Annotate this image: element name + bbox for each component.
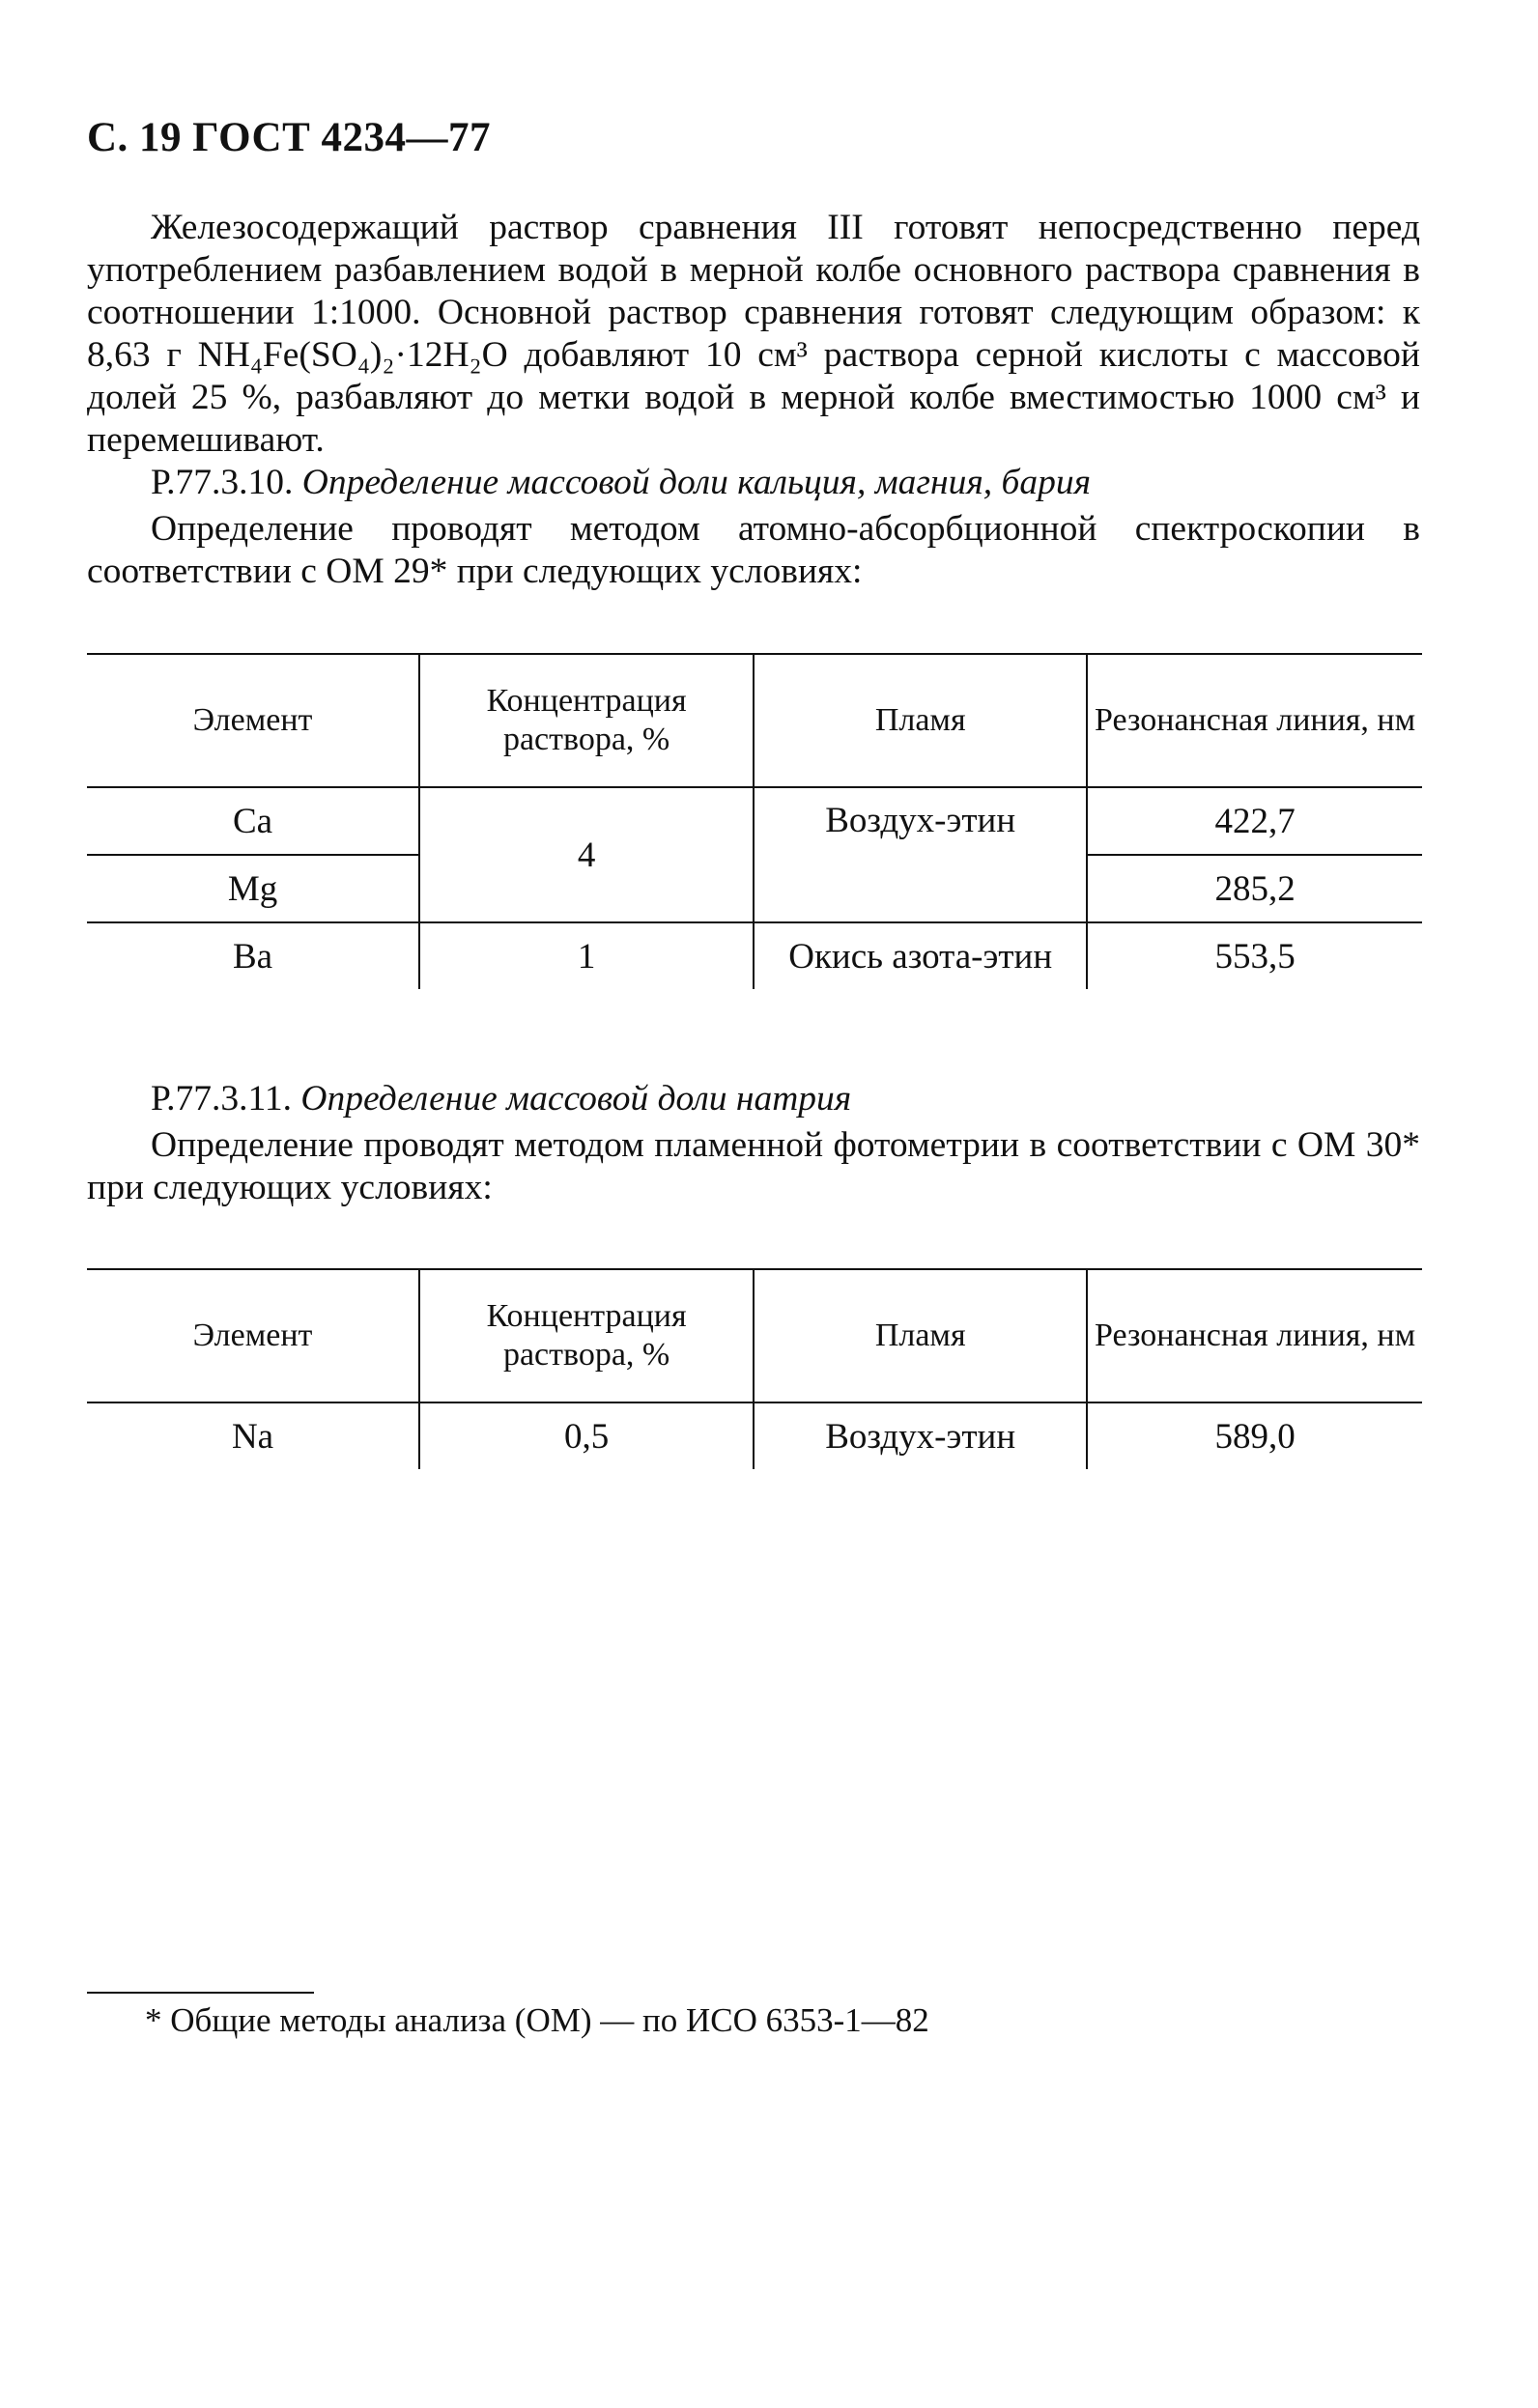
intro-paragraph: [87, 207, 1420, 462]
header-flame: Пламя: [754, 1269, 1087, 1402]
header-wavelength: Резонансная линия, нм: [1087, 654, 1422, 787]
cell-wavelength: 553,5: [1087, 922, 1422, 989]
cell-element: Mg: [87, 855, 419, 922]
section-heading-1: [151, 462, 1091, 503]
table-calcium-magnesium-barium: [87, 653, 1422, 989]
header-concentration: Концентрация раствора, %: [419, 1269, 754, 1402]
footnote: * Общие методы анализа (ОМ) — по ИСО 6353-1—82: [145, 2001, 929, 2039]
section-title-2: Определение массовой доли натрия: [300, 1079, 852, 1119]
cell-flame: Окись азота-этин: [754, 922, 1087, 989]
section-text-2-block: [87, 1124, 1420, 1209]
cell-concentration: 4: [419, 787, 754, 922]
cell-wavelength: 422,7: [1087, 787, 1422, 855]
cell-element: Ca: [87, 787, 419, 855]
cell-flame: Воздух-этин: [754, 787, 1087, 922]
section-title-1: Определение массовой доли кальция, магния, бария: [301, 463, 1092, 502]
intro-text: Железосодержащий раствор сравнения III готовят непосредственно перед употреблением разбавлением водой в мерной колбе основного раствора сравнения в соотношении 1:1000. Основной раствор сравнения готовят следующим образом: к 8,63 г NH₄Fe(SO₄)₂·12H₂O добавляют 10 см³ раствора серной кислоты с массовой долей 25 %, разбавляют до метки водой в мерной колбе вместимостью 1000 см³ и перемешивают.: [87, 208, 1420, 460]
table-row: [87, 1402, 1422, 1469]
section-text-1-block: [87, 508, 1420, 593]
section-number-2: Р.77.3.11.: [151, 1079, 293, 1119]
header-element: Элемент: [87, 654, 419, 787]
table-header-row: [87, 654, 1422, 787]
table-sodium: [87, 1268, 1422, 1469]
header-flame: Пламя: [754, 654, 1087, 787]
table-row: [87, 922, 1422, 989]
table-row: [87, 787, 1422, 855]
cell-element: Na: [231, 1416, 274, 1457]
header-wavelength: Резонансная линия, нм: [1087, 1269, 1422, 1402]
page-header: С. 19 ГОСТ 4234—77: [87, 115, 492, 160]
section-heading-2: [151, 1078, 851, 1119]
cell-wavelength: 589,0: [1087, 1402, 1422, 1469]
footnote-divider: [87, 1992, 314, 1994]
cell-element: Ba: [232, 936, 273, 977]
header-concentration: Концентрация раствора, %: [419, 654, 754, 787]
cell-wavelength: 285,2: [1087, 855, 1422, 922]
section-text-1: Определение проводят методом атомно-абсорбционной спектроскопии в соответствии с ОМ 29* при следующих условиях:: [87, 509, 1420, 591]
header-element: Элемент: [87, 1269, 419, 1402]
table-header-row: [87, 1269, 1422, 1402]
section-number-1: Р.77.3.10.: [151, 463, 294, 502]
cell-flame: Воздух-этин: [754, 1402, 1087, 1469]
section-text-2: Определение проводят методом пламенной фотометрии в соответствии с ОМ 30* при следующих условиях:: [87, 1125, 1420, 1207]
cell-concentration: 1: [419, 922, 754, 989]
cell-concentration: 0,5: [419, 1402, 754, 1469]
